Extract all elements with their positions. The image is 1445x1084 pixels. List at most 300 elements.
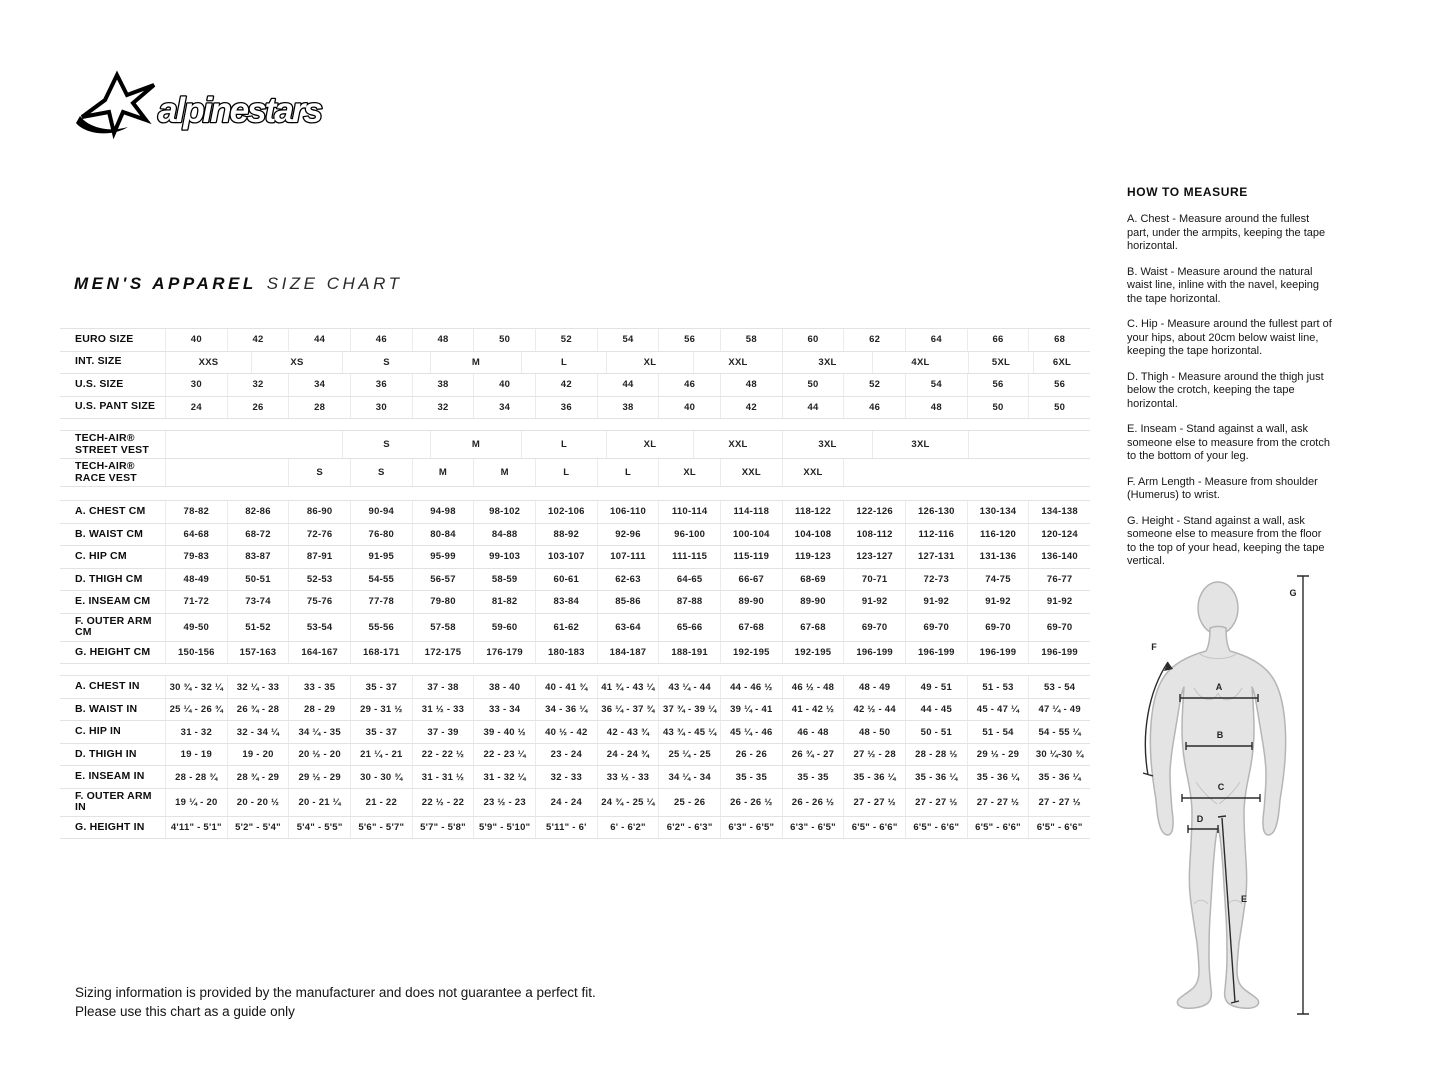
size-cell: 192-195 bbox=[782, 642, 844, 664]
size-cell: 64 bbox=[905, 329, 967, 351]
size-cell: 74-75 bbox=[967, 569, 1029, 591]
size-cell: 19 - 19 bbox=[165, 744, 227, 766]
size-cell: 68 bbox=[1028, 329, 1090, 351]
size-cell: 29 ½ - 29 bbox=[967, 744, 1029, 766]
size-cell: 35 - 36 ¼ bbox=[905, 766, 967, 788]
size-cell: 73-74 bbox=[227, 591, 289, 613]
size-cell: 19 - 20 bbox=[227, 744, 289, 766]
size-cell: 81-82 bbox=[473, 591, 535, 613]
size-cell: 31 - 31 ½ bbox=[412, 766, 474, 788]
size-cell: 91-92 bbox=[967, 591, 1029, 613]
size-cell: 57-58 bbox=[412, 614, 474, 641]
size-cell: 52 bbox=[843, 374, 905, 396]
size-cell: L bbox=[535, 459, 597, 486]
row-label: E. INSEAM IN bbox=[75, 770, 145, 783]
size-cell: 30 bbox=[350, 397, 412, 419]
size-cell: 35 - 36 ¼ bbox=[967, 766, 1029, 788]
size-cell: 62 bbox=[843, 329, 905, 351]
size-cell: 67-68 bbox=[720, 614, 782, 641]
size-cell: 63-64 bbox=[597, 614, 659, 641]
size-cell: 33 - 35 bbox=[288, 676, 350, 698]
size-cell: 168-171 bbox=[350, 642, 412, 664]
size-cell: 88-92 bbox=[535, 524, 597, 546]
size-cell: 20 - 21 ¼ bbox=[288, 789, 350, 816]
size-cell: 79-83 bbox=[165, 546, 227, 568]
size-cell: 107-111 bbox=[597, 546, 659, 568]
size-cell: XL bbox=[606, 352, 693, 374]
size-row-outer-arm-cm bbox=[60, 614, 1090, 642]
row-label: INT. SIZE bbox=[75, 355, 122, 368]
row-label: C. HIP CM bbox=[75, 550, 127, 563]
how-to-measure-panel bbox=[1127, 185, 1333, 581]
size-cell: 123-127 bbox=[843, 546, 905, 568]
size-cell: 6'3" - 6'5" bbox=[720, 817, 782, 839]
size-cell: 40 ½ - 42 bbox=[535, 721, 597, 743]
size-cell: 30 - 30 ¾ bbox=[350, 766, 412, 788]
alpinestars-logo bbox=[70, 70, 340, 142]
size-cell: 27 ½ - 28 bbox=[843, 744, 905, 766]
size-cell: 56 bbox=[1028, 374, 1090, 396]
size-cell: 39 ¼ - 41 bbox=[720, 699, 782, 721]
size-cell: 100-104 bbox=[720, 524, 782, 546]
size-cell: 104-108 bbox=[782, 524, 844, 546]
size-cell: 103-107 bbox=[535, 546, 597, 568]
size-cell: XXL bbox=[720, 459, 782, 486]
size-cell: 134-138 bbox=[1028, 501, 1090, 523]
size-row-us-pant-size bbox=[60, 397, 1090, 420]
size-cell: 48 - 50 bbox=[843, 721, 905, 743]
size-cell: 44 bbox=[597, 374, 659, 396]
size-cell: 30 ¾ - 32 ¼ bbox=[165, 676, 227, 698]
size-cell: 71-72 bbox=[165, 591, 227, 613]
size-cell: 95-99 bbox=[412, 546, 474, 568]
size-cell: XXS bbox=[165, 352, 251, 374]
row-label: G. HEIGHT CM bbox=[75, 645, 151, 658]
size-cell: 22 - 23 ¼ bbox=[473, 744, 535, 766]
size-cell: 31 - 32 ¼ bbox=[473, 766, 535, 788]
size-cell: 35 - 36 ¼ bbox=[843, 766, 905, 788]
measure-instruction-height: G. Height - Stand against a wall, ask someone else to measure from the floor to the top of your head, keeping the tape vertical. bbox=[1127, 514, 1325, 567]
size-cell: 32 - 33 bbox=[535, 766, 597, 788]
size-cell: 91-92 bbox=[1028, 591, 1090, 613]
size-cell: 3XL bbox=[782, 352, 872, 374]
size-cell: 41 - 42 ½ bbox=[782, 699, 844, 721]
size-cell: 35 - 35 bbox=[782, 766, 844, 788]
size-cell: 24 bbox=[165, 397, 227, 419]
size-table bbox=[60, 328, 1090, 839]
size-cell: 75-76 bbox=[288, 591, 350, 613]
size-cell: 34 bbox=[288, 374, 350, 396]
footer-line-2: Please use this chart as a guide only bbox=[75, 1004, 295, 1019]
size-cell: 119-123 bbox=[782, 546, 844, 568]
size-cell: 21 - 22 bbox=[350, 789, 412, 816]
size-cell: 188-191 bbox=[658, 642, 720, 664]
size-cell: 58-59 bbox=[473, 569, 535, 591]
measure-instruction-chest: A. Chest - Measure around the fullest part, under the armpits, keeping the tape horizontal. bbox=[1127, 213, 1326, 252]
size-cell: 37 - 39 bbox=[412, 721, 474, 743]
size-cell: 184-187 bbox=[597, 642, 659, 664]
how-to-measure-title: HOW TO MEASURE bbox=[1127, 185, 1248, 199]
size-cell: 108-112 bbox=[843, 524, 905, 546]
diagram-label-inseam: E bbox=[1240, 894, 1248, 904]
size-cell: 28 bbox=[288, 397, 350, 419]
size-cell: 30 ¼-30 ¾ bbox=[1028, 744, 1090, 766]
size-cell: 86-90 bbox=[288, 501, 350, 523]
size-cell: 6'3" - 6'5" bbox=[782, 817, 844, 839]
size-cell: 136-140 bbox=[1028, 546, 1090, 568]
size-cell: 48-49 bbox=[165, 569, 227, 591]
size-cell: 96-100 bbox=[658, 524, 720, 546]
size-cell: 196-199 bbox=[967, 642, 1029, 664]
size-cell: XXL bbox=[693, 352, 782, 374]
size-cell: 6'5" - 6'6" bbox=[843, 817, 905, 839]
size-cell: 67-68 bbox=[782, 614, 844, 641]
size-cell: 76-77 bbox=[1028, 569, 1090, 591]
size-cell: 131-136 bbox=[967, 546, 1029, 568]
size-row-inseam-cm bbox=[60, 591, 1090, 614]
table-gap bbox=[60, 487, 1090, 500]
size-cell: 176-179 bbox=[473, 642, 535, 664]
size-cell: 68-69 bbox=[782, 569, 844, 591]
size-cell: 36 bbox=[350, 374, 412, 396]
row-label: G. HEIGHT IN bbox=[75, 820, 145, 833]
size-cell: S bbox=[350, 459, 412, 486]
size-cell: 56 bbox=[967, 374, 1029, 396]
size-cell: 84-88 bbox=[473, 524, 535, 546]
size-cell bbox=[165, 431, 342, 458]
size-row-euro-size bbox=[60, 328, 1090, 352]
size-cell: 53-54 bbox=[288, 614, 350, 641]
page-title-main: MEN'S APPAREL bbox=[74, 274, 257, 293]
size-cell: 5'6" - 5'7" bbox=[350, 817, 412, 839]
size-cell: 80-84 bbox=[412, 524, 474, 546]
size-cell: 6'5" - 6'6" bbox=[1028, 817, 1090, 839]
size-cell: 51 - 54 bbox=[967, 721, 1029, 743]
measure-instruction-waist: B. Waist - Measure around the natural waist line, inline with the navel, keeping the tape horizontal. bbox=[1127, 265, 1320, 305]
size-cell: XL bbox=[658, 459, 720, 486]
size-cell: 36 bbox=[535, 397, 597, 419]
size-cell: 6' - 6'2" bbox=[597, 817, 659, 839]
size-cell: 27 - 27 ½ bbox=[843, 789, 905, 816]
size-cell: L bbox=[597, 459, 659, 486]
size-cell: 32 ¼ - 33 bbox=[227, 676, 289, 698]
size-cell: 91-95 bbox=[350, 546, 412, 568]
measure-instruction-thigh: D. Thigh - Measure around the thigh just below the crotch, keeping the tape horizontal. bbox=[1127, 370, 1324, 410]
size-cell: 32 bbox=[227, 374, 289, 396]
size-row-thigh-in bbox=[60, 744, 1090, 767]
size-cell: L bbox=[521, 431, 606, 458]
size-cell bbox=[843, 459, 1090, 486]
table-gap bbox=[60, 419, 1090, 430]
measure-instruction-arm: F. Arm Length - Measure from shoulder (Humerus) to wrist. bbox=[1127, 475, 1318, 501]
size-cell: 6'2" - 6'3" bbox=[658, 817, 720, 839]
size-cell: 78-82 bbox=[165, 501, 227, 523]
size-cell: 30 bbox=[165, 374, 227, 396]
size-cell: S bbox=[342, 431, 430, 458]
size-cell: XXL bbox=[693, 431, 782, 458]
size-cell: 122-126 bbox=[843, 501, 905, 523]
size-cell: M bbox=[473, 459, 535, 486]
size-row-inseam-in bbox=[60, 766, 1090, 789]
measure-instruction-inseam: E. Inseam - Stand against a wall, ask someone else to measure from the crotch to the bottom of your leg. bbox=[1127, 423, 1330, 462]
size-cell: 69-70 bbox=[905, 614, 967, 641]
size-cell: 60 bbox=[782, 329, 844, 351]
diagram-label-chest: A bbox=[1215, 682, 1223, 692]
size-cell: 5'7" - 5'8" bbox=[412, 817, 474, 839]
size-cell: M bbox=[412, 459, 474, 486]
size-cell: 68-72 bbox=[227, 524, 289, 546]
size-cell: 66-67 bbox=[720, 569, 782, 591]
size-cell: 23 ½ - 23 bbox=[473, 789, 535, 816]
size-cell: 28 - 28 ½ bbox=[905, 744, 967, 766]
size-cell: 42 bbox=[227, 329, 289, 351]
size-cell: 50 bbox=[967, 397, 1029, 419]
size-cell: 28 - 28 ¾ bbox=[165, 766, 227, 788]
size-cell: 69-70 bbox=[843, 614, 905, 641]
size-cell: 26 - 26 bbox=[720, 744, 782, 766]
size-cell: 31 - 32 bbox=[165, 721, 227, 743]
size-cell: 72-73 bbox=[905, 569, 967, 591]
size-cell: 79-80 bbox=[412, 591, 474, 613]
size-row-chest-cm bbox=[60, 500, 1090, 524]
row-label: B. WAIST CM bbox=[75, 527, 144, 540]
size-cell: 87-91 bbox=[288, 546, 350, 568]
size-cell: 56-57 bbox=[412, 569, 474, 591]
size-cell: 83-84 bbox=[535, 591, 597, 613]
size-cell: 45 ¼ - 46 bbox=[720, 721, 782, 743]
size-cell: 39 - 40 ½ bbox=[473, 721, 535, 743]
size-cell: 89-90 bbox=[782, 591, 844, 613]
size-cell: 46 bbox=[658, 374, 720, 396]
size-cell: 20 - 20 ½ bbox=[227, 789, 289, 816]
size-cell: 4XL bbox=[872, 352, 968, 374]
size-cell: 6XL bbox=[1033, 352, 1090, 374]
size-cell: 65-66 bbox=[658, 614, 720, 641]
size-cell: 64-65 bbox=[658, 569, 720, 591]
size-cell: 24 - 24 bbox=[535, 789, 597, 816]
size-cell: 50 bbox=[782, 374, 844, 396]
size-cell: 42 ½ - 44 bbox=[843, 699, 905, 721]
size-cell: 94-98 bbox=[412, 501, 474, 523]
size-cell: 4'11" - 5'1" bbox=[165, 817, 227, 839]
size-cell: 42 bbox=[535, 374, 597, 396]
size-cell: 83-87 bbox=[227, 546, 289, 568]
size-cell: 180-183 bbox=[535, 642, 597, 664]
diagram-label-hip: C bbox=[1217, 782, 1225, 792]
size-cell: 114-118 bbox=[720, 501, 782, 523]
size-cell: 40 - 41 ¾ bbox=[535, 676, 597, 698]
size-cell: 41 ¾ - 43 ¼ bbox=[597, 676, 659, 698]
size-cell: 37 - 38 bbox=[412, 676, 474, 698]
size-cell: 126-130 bbox=[905, 501, 967, 523]
size-cell: 5XL bbox=[968, 352, 1033, 374]
size-cell: 40 bbox=[165, 329, 227, 351]
size-cell: 38 - 40 bbox=[473, 676, 535, 698]
row-label: EURO SIZE bbox=[75, 332, 134, 345]
size-cell: 62-63 bbox=[597, 569, 659, 591]
size-cell: 82-86 bbox=[227, 501, 289, 523]
size-cell: 27 - 27 ½ bbox=[967, 789, 1029, 816]
size-cell: 28 ¾ - 29 bbox=[227, 766, 289, 788]
size-cell: 48 - 49 bbox=[843, 676, 905, 698]
size-cell: 50-51 bbox=[227, 569, 289, 591]
size-cell: 196-199 bbox=[905, 642, 967, 664]
size-cell: 25 - 26 bbox=[658, 789, 720, 816]
size-cell: 54 bbox=[905, 374, 967, 396]
size-cell: 22 ½ - 22 bbox=[412, 789, 474, 816]
size-cell: 52 bbox=[535, 329, 597, 351]
size-cell: 35 - 37 bbox=[350, 721, 412, 743]
size-cell: 44 - 46 ½ bbox=[720, 676, 782, 698]
size-cell: 61-62 bbox=[535, 614, 597, 641]
size-cell: 5'2" - 5'4" bbox=[227, 817, 289, 839]
size-cell: 92-96 bbox=[597, 524, 659, 546]
size-cell: XS bbox=[251, 352, 342, 374]
size-cell: 23 - 24 bbox=[535, 744, 597, 766]
size-cell: 59-60 bbox=[473, 614, 535, 641]
size-cell: 31 ½ - 33 bbox=[412, 699, 474, 721]
page-title-sub: SIZE CHART bbox=[266, 274, 403, 293]
size-cell: 27 - 27 ½ bbox=[1028, 789, 1090, 816]
size-cell: 46 bbox=[350, 329, 412, 351]
size-cell: 69-70 bbox=[967, 614, 1029, 641]
size-cell: 164-167 bbox=[288, 642, 350, 664]
size-cell: 34 bbox=[473, 397, 535, 419]
size-cell: 106-110 bbox=[597, 501, 659, 523]
size-cell: 26 - 26 ½ bbox=[720, 789, 782, 816]
size-cell: 6'5" - 6'6" bbox=[905, 817, 967, 839]
size-cell: 44 bbox=[288, 329, 350, 351]
size-cell: 115-119 bbox=[720, 546, 782, 568]
size-cell: 28 - 29 bbox=[288, 699, 350, 721]
size-cell: 127-131 bbox=[905, 546, 967, 568]
size-cell: 87-88 bbox=[658, 591, 720, 613]
size-cell: 102-106 bbox=[535, 501, 597, 523]
diagram-label-thigh: D bbox=[1196, 814, 1204, 824]
table-gap bbox=[60, 664, 1090, 675]
size-cell: 51-52 bbox=[227, 614, 289, 641]
size-cell: 50 - 51 bbox=[905, 721, 967, 743]
size-cell: 24 ¾ - 25 ¼ bbox=[597, 789, 659, 816]
size-cell: 130-134 bbox=[967, 501, 1029, 523]
size-row-chest-in bbox=[60, 675, 1090, 699]
size-row-waist-in bbox=[60, 699, 1090, 722]
size-row-height-in bbox=[60, 817, 1090, 840]
size-cell: 58 bbox=[720, 329, 782, 351]
size-cell: 56 bbox=[658, 329, 720, 351]
row-label: D. THIGH IN bbox=[75, 747, 137, 760]
diagram-label-arm: F bbox=[1151, 642, 1157, 652]
size-cell: 33 - 34 bbox=[473, 699, 535, 721]
size-cell: 3XL bbox=[782, 431, 872, 458]
alpinestars-star-icon bbox=[76, 75, 154, 133]
size-cell: 54-55 bbox=[350, 569, 412, 591]
size-cell: 46 ½ - 48 bbox=[782, 676, 844, 698]
size-cell: XXL bbox=[782, 459, 844, 486]
size-cell: 38 bbox=[597, 397, 659, 419]
size-cell: 46 - 48 bbox=[782, 721, 844, 743]
size-cell: 34 ¼ - 34 bbox=[658, 766, 720, 788]
alpinestars-wordmark: alpinestars bbox=[158, 91, 321, 130]
size-cell: 44 - 45 bbox=[905, 699, 967, 721]
row-label: B. WAIST IN bbox=[75, 702, 138, 715]
diagram-label-height: G bbox=[1289, 588, 1297, 598]
size-row-us-size bbox=[60, 374, 1090, 397]
size-row-hip-in bbox=[60, 721, 1090, 744]
size-cell: 60-61 bbox=[535, 569, 597, 591]
size-cell: 35 - 36 ¼ bbox=[1028, 766, 1090, 788]
size-cell: 51 - 53 bbox=[967, 676, 1029, 698]
size-cell: L bbox=[521, 352, 606, 374]
size-cell: 172-175 bbox=[412, 642, 474, 664]
size-cell: 5'11" - 6' bbox=[535, 817, 597, 839]
row-label: D. THIGH CM bbox=[75, 572, 143, 585]
size-row-thigh-cm bbox=[60, 569, 1090, 592]
diagram-label-waist: B bbox=[1216, 730, 1224, 740]
size-cell: 32 bbox=[412, 397, 474, 419]
size-cell: 44 bbox=[782, 397, 844, 419]
size-cell: 3XL bbox=[872, 431, 968, 458]
size-row-waist-cm bbox=[60, 524, 1090, 547]
footer-line-1: Sizing information is provided by the manufacturer and does not guarantee a perfect fit. bbox=[75, 985, 596, 1000]
row-label: E. INSEAM CM bbox=[75, 595, 151, 608]
size-row-hip-cm bbox=[60, 546, 1090, 569]
size-cell: 42 bbox=[720, 397, 782, 419]
size-cell: 48 bbox=[720, 374, 782, 396]
footer-disclaimer bbox=[75, 983, 596, 1021]
size-cell: 24 - 24 ¾ bbox=[597, 744, 659, 766]
row-label: F. OUTER ARM CM bbox=[75, 614, 152, 639]
size-cell: 110-114 bbox=[658, 501, 720, 523]
size-cell: 70-71 bbox=[843, 569, 905, 591]
size-cell: 111-115 bbox=[658, 546, 720, 568]
size-cell: 69-70 bbox=[1028, 614, 1090, 641]
size-row-outer-arm-in bbox=[60, 789, 1090, 817]
size-cell: S bbox=[288, 459, 350, 486]
size-cell: 19 ¼ - 20 bbox=[165, 789, 227, 816]
size-cell: 45 - 47 ¼ bbox=[967, 699, 1029, 721]
row-label: U.S. PANT SIZE bbox=[75, 400, 156, 413]
row-label: A. CHEST CM bbox=[75, 505, 146, 518]
size-cell: 55-56 bbox=[350, 614, 412, 641]
size-cell: 29 ½ - 29 bbox=[288, 766, 350, 788]
size-cell: 116-120 bbox=[967, 524, 1029, 546]
body-measurement-diagram bbox=[1140, 570, 1320, 1020]
page-title bbox=[74, 274, 403, 294]
row-label: A. CHEST IN bbox=[75, 680, 140, 693]
size-cell: 27 - 27 ½ bbox=[905, 789, 967, 816]
size-cell: 118-122 bbox=[782, 501, 844, 523]
measure-instruction-hip: C. Hip - Measure around the fullest part of your hips, about 20cm below waist line, keeping the tape horizontal. bbox=[1127, 318, 1332, 357]
size-cell: 37 ¾ - 39 ¼ bbox=[658, 699, 720, 721]
size-cell: 120-124 bbox=[1028, 524, 1090, 546]
row-label: TECH-AIR® STREET VEST bbox=[75, 432, 149, 456]
size-cell: 85-86 bbox=[597, 591, 659, 613]
size-cell: 36 ¼ - 37 ¾ bbox=[597, 699, 659, 721]
size-cell: 66 bbox=[967, 329, 1029, 351]
size-cell: 42 - 43 ¾ bbox=[597, 721, 659, 743]
size-cell: 112-116 bbox=[905, 524, 967, 546]
size-cell: 54 - 55 ¼ bbox=[1028, 721, 1090, 743]
size-cell: 25 ¼ - 25 bbox=[658, 744, 720, 766]
size-cell: 77-78 bbox=[350, 591, 412, 613]
size-cell: 157-163 bbox=[227, 642, 289, 664]
size-cell: 43 ¾ - 45 ¼ bbox=[658, 721, 720, 743]
size-cell: 48 bbox=[905, 397, 967, 419]
size-row-tech-air-race-vest bbox=[60, 459, 1090, 487]
size-cell: 26 - 26 ½ bbox=[782, 789, 844, 816]
row-label: TECH-AIR® RACE VEST bbox=[75, 460, 137, 484]
